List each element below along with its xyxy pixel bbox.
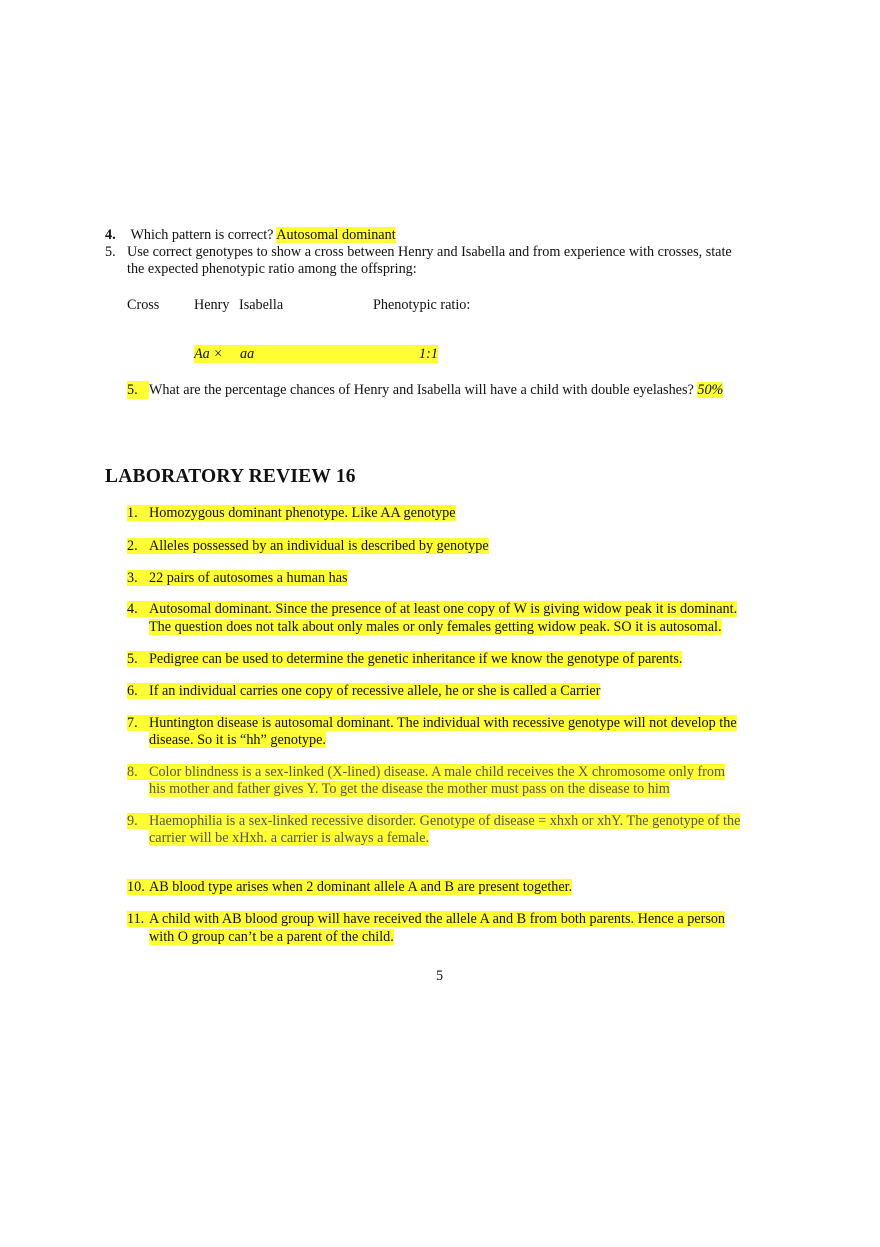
question-5-line1: Use correct genotypes to show a cross between Henry and Isabella and from experience with crosses, state bbox=[127, 244, 732, 260]
question-5b-text: What are the percentage chances of Henry and Isabella will have a child with double eyelashes? bbox=[149, 382, 694, 398]
question-5-line2: the expected phenotypic ratio among the offspring: bbox=[127, 261, 417, 277]
section-title: LABORATORY REVIEW 16 bbox=[105, 466, 356, 487]
question-4-answer: Autosomal dominant bbox=[276, 227, 396, 243]
question-5b-answer: 50% bbox=[697, 382, 724, 398]
henry-label: Henry bbox=[194, 297, 230, 313]
review-item-11-line2: with O group can’t be a parent of the child. bbox=[149, 929, 394, 945]
question-5-number: 5. bbox=[105, 244, 116, 260]
page-number: 5 bbox=[436, 968, 444, 984]
review-item-9-line2: carrier will be xHxh. a carrier is always a female. bbox=[149, 830, 430, 846]
review-item-1: 1. Homozygous dominant phenotype. Like AA genotype bbox=[127, 505, 456, 521]
phenotypic-ratio-label: Phenotypic ratio: bbox=[373, 297, 471, 313]
ratio-value: 1:1 bbox=[419, 346, 438, 362]
cross-answer-row bbox=[194, 345, 438, 363]
review-item-9: 9. Haemophilia is a sex-linked recessive disorder. Genotype of disease = xhxh or xhY. The genotype of the bbox=[127, 813, 741, 829]
genotype-isabella: aa bbox=[240, 346, 255, 362]
question-4-text: Which pattern is correct? bbox=[130, 227, 274, 243]
review-item-5: 5. Pedigree can be used to determine the genetic inheritance if we know the genotype of parents. bbox=[127, 651, 683, 667]
review-item-4: 4. Autosomal dominant. Since the presence of at least one copy of W is giving widow peak it is dominant. bbox=[127, 601, 738, 617]
review-item-6: 6. If an individual carries one copy of recessive allele, he or she is called a Carrier bbox=[127, 683, 601, 699]
review-item-11: 11. A child with AB blood group will have received the allele A and B from both parents. Hence a person bbox=[127, 911, 726, 927]
cross-label: Cross bbox=[127, 297, 160, 313]
review-item-4-line2: The question does not talk about only males or only females getting widow peak. SO it is autosomal. bbox=[149, 619, 722, 635]
isabella-label: Isabella bbox=[239, 297, 284, 313]
review-item-7-line2: disease. So it is “hh” genotype. bbox=[149, 732, 326, 748]
question-4 bbox=[105, 226, 396, 244]
review-item-8: 8. Color blindness is a sex-linked (X-lined) disease. A male child receives the X chromosome only from bbox=[127, 764, 726, 780]
question-5b bbox=[127, 381, 723, 399]
review-item-2: 2. Alleles possessed by an individual is described by genotype bbox=[127, 538, 489, 554]
genotype-henry: Aa × bbox=[194, 346, 223, 362]
review-item-8-line2: his mother and father gives Y. To get the disease the mother must pass on the disease to him bbox=[149, 781, 670, 797]
review-item-7: 7. Huntington disease is autosomal dominant. The individual with recessive genotype will not develop the bbox=[127, 715, 737, 731]
review-item-10: 10. AB blood type arises when 2 dominant allele A and B are present together. bbox=[127, 879, 573, 895]
review-item-3: 3. 22 pairs of autosomes a human has bbox=[127, 570, 348, 586]
question-4-number: 4. bbox=[105, 227, 116, 243]
question-5b-number: 5. bbox=[127, 381, 149, 399]
